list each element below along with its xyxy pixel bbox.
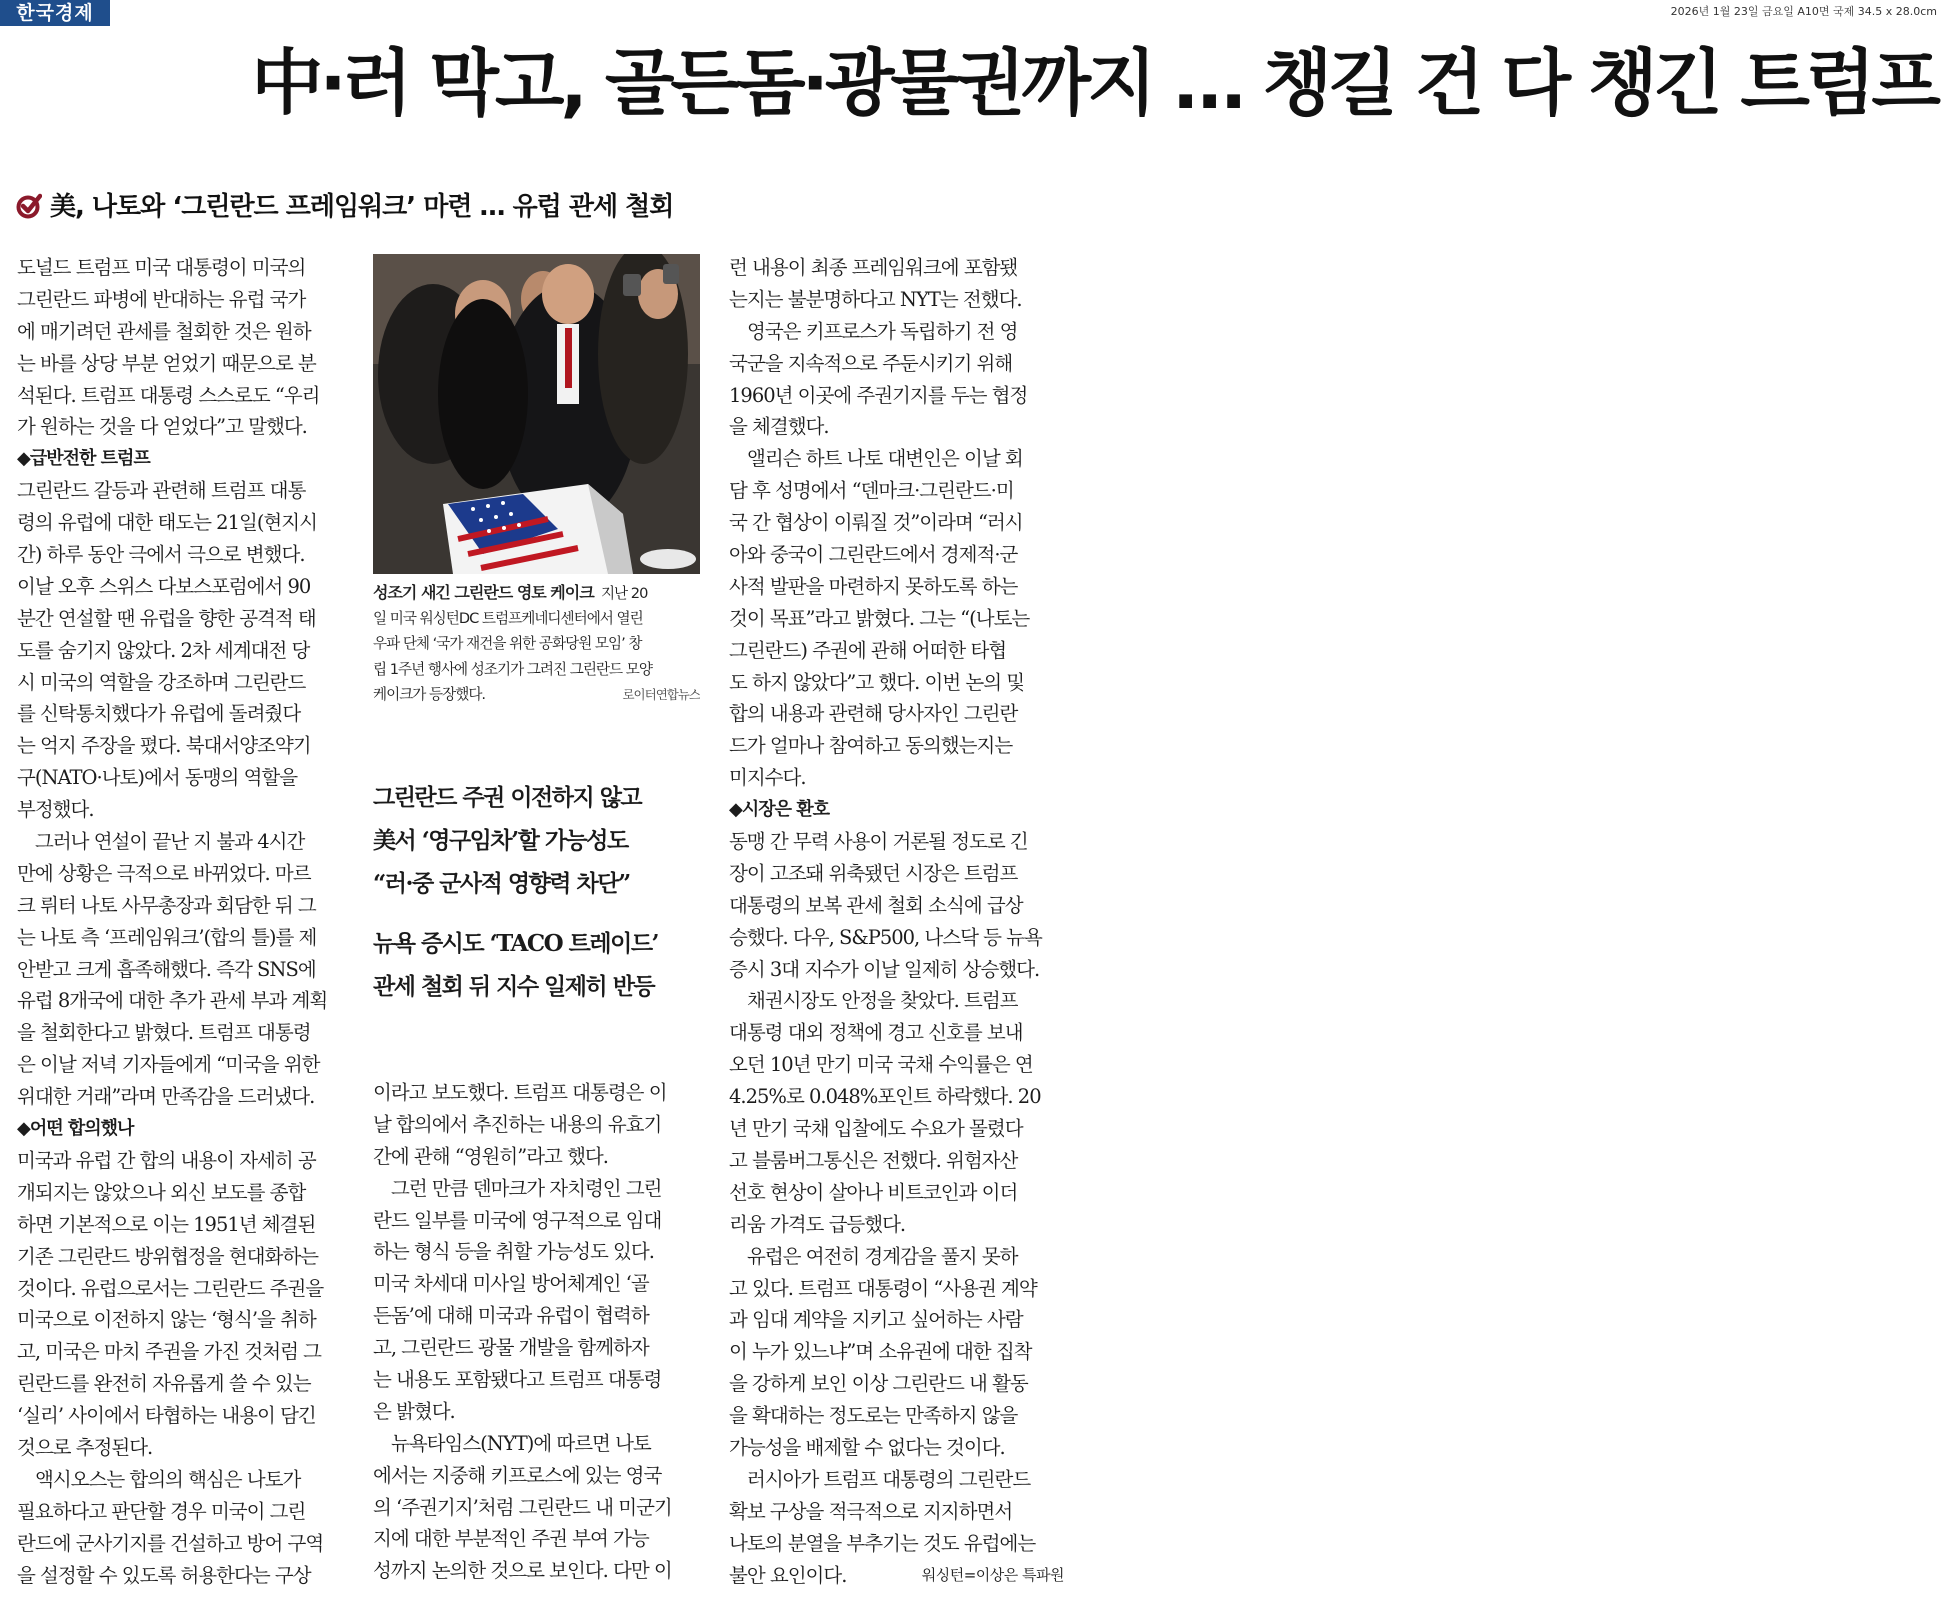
article-text-line: 것으로 추정된다. bbox=[17, 1435, 153, 1459]
article-text-line: 하는 형식 등을 취할 가능성도 있다. bbox=[373, 1240, 654, 1264]
article-column-2 bbox=[373, 1077, 708, 1587]
article-text-line: 년 만기 국채 입찰에도 수요가 몰렸다 bbox=[729, 1117, 1023, 1141]
article-text-line: 미국 차세대 미사일 방어체계인 ‘골 bbox=[373, 1272, 649, 1296]
article-text-line: 을 설정할 수 있도록 허용한다는 구상 bbox=[17, 1563, 311, 1587]
article-text-line: 은 이날 저녁 기자들에게 “미국을 위한 bbox=[17, 1053, 320, 1077]
article-text-line: 고 블룸버그통신은 전했다. 위험자산 bbox=[729, 1148, 1018, 1172]
article-text-line: 는 억지 주장을 폈다. 북대서양조약기 bbox=[17, 734, 311, 758]
article-text-line: 만에 상황은 극적으로 바뀌었다. 마르 bbox=[17, 861, 311, 885]
article-text-line: 런 내용이 최종 프레임워크에 포함됐 bbox=[729, 256, 1018, 279]
article-text-line: 령의 유럽에 대한 태도는 21일(현지시 bbox=[17, 511, 317, 535]
article-text-line: 위대한 거래”라며 만족감을 드러냈다. bbox=[17, 1085, 315, 1109]
article-text-line: 과 임대 계약을 지키고 싶어하는 사람 bbox=[729, 1308, 1023, 1332]
article-text-line: 란드 일부를 미국에 영구적으로 임대 bbox=[373, 1208, 662, 1232]
article-text-line: 리움 가격도 급등했다. bbox=[729, 1212, 906, 1236]
article-text-line: 부정했다. bbox=[17, 798, 94, 822]
caption-line-0: 지난 20 bbox=[600, 585, 648, 602]
edition-info: 2026년 1월 23일 금요일 A10면 국제 34.5 x 28.0cm bbox=[1670, 5, 1937, 18]
article-text-line: 미지수다. bbox=[729, 766, 806, 790]
article-text-line: 영국은 키프로스가 독립하기 전 영 bbox=[747, 319, 1018, 343]
article-text-line: 도 하지 않았다”고 했다. 이번 논의 및 bbox=[729, 670, 1025, 694]
caption-line-2: 우파 단체 ‘국가 재건을 위한 공화당원 모임’ 창 bbox=[373, 635, 642, 653]
article-text-line: 날 합의에서 추진하는 내용의 유효기 bbox=[373, 1112, 662, 1136]
article-text-line: 승했다. 다우, S&P500, 나스닥 등 뉴욕 bbox=[729, 925, 1042, 949]
pull-quote-1 bbox=[373, 776, 700, 905]
article-text-line: 석된다. 트럼프 대통령 스스로도 “우리 bbox=[17, 383, 320, 407]
article-text-line: 도널드 트럼프 미국 대통령이 미국의 bbox=[17, 256, 306, 279]
article-text-line: 장이 고조돼 위축됐던 시장은 트럼프 bbox=[729, 861, 1018, 885]
article-text-line: 구(NATO·나토)에서 동맹의 역할을 bbox=[17, 766, 298, 790]
article-subheadline bbox=[16, 188, 673, 226]
caption-title: 성조기 새긴 그린란드 영토 케이크 bbox=[373, 583, 594, 602]
caption-line-4: 케이크가 등장했다. bbox=[373, 686, 486, 704]
article-text-line: 에 매기려던 관세를 철회한 것은 원하 bbox=[17, 319, 311, 343]
article-text-line: ◆시장은 환호 bbox=[729, 799, 830, 821]
article-text-line: 기존 그린란드 방위협정을 현대화하는 bbox=[17, 1244, 318, 1268]
article-text-line: 가 원하는 것을 다 얻었다”고 말했다. bbox=[17, 415, 307, 439]
article-text-line: 4.25%로 0.048%포인트 하락했다. 20 bbox=[729, 1085, 1041, 1109]
article-text-line: 1960년 이곳에 주권기지를 두는 협정 bbox=[729, 383, 1028, 407]
article-text-line: 유럽 8개국에 대한 추가 관세 부과 계획 bbox=[17, 989, 328, 1013]
article-text-line: 합의 내용과 관련해 당사자인 그린란 bbox=[729, 702, 1018, 726]
article-text-line: 그린란드 갈등과 관련해 트럼프 대통 bbox=[17, 479, 306, 503]
article-text-line: 뉴욕타임스(NYT)에 따르면 나토 bbox=[391, 1431, 651, 1455]
article-text-line: 그런 만큼 덴마크가 자치령인 그린 bbox=[391, 1176, 662, 1200]
article-text-line: 사적 발판을 마련하지 못하도록 하는 bbox=[729, 574, 1018, 598]
article-text-line: 린란드를 완전히 자유롭게 쓸 수 있는 bbox=[17, 1372, 311, 1396]
article-text-line: 확보 구상을 적극적으로 지지하면서 bbox=[729, 1499, 1013, 1523]
photo-credit: 로이터연합뉴스 bbox=[622, 687, 700, 703]
reporter-byline: 워싱턴=이상은 특파원 bbox=[921, 1565, 1064, 1584]
photo-caption bbox=[373, 580, 700, 708]
article-text-line: 대통령의 보복 관세 철회 소식에 급상 bbox=[729, 893, 1023, 917]
article-text-line: ◆급반전한 트럼프 bbox=[17, 448, 150, 470]
article-text-line: 도를 숨기지 않았다. 2차 세계대전 당 bbox=[17, 638, 310, 662]
article-text-line: 동맹 간 무력 사용이 거론될 정도로 긴 bbox=[729, 830, 1028, 854]
newspaper-masthead: 한국경제 bbox=[0, 0, 110, 26]
subheadline-text: 美, 나토와 ‘그린란드 프레임워크’ 마련 … 유럽 관세 철회 bbox=[50, 192, 674, 222]
article-text-line: 그린란드 파병에 반대하는 유럽 국가 bbox=[17, 287, 306, 311]
pull-quote-line: 뉴욕 증시도 ‘TACO 트레이드’ bbox=[373, 930, 659, 957]
article-text-line: 는 바를 상당 부분 얻었기 때문으로 분 bbox=[17, 351, 316, 375]
article-column-3 bbox=[729, 252, 1064, 1591]
article-text-line: 을 확대하는 정도로는 만족하지 않을 bbox=[729, 1404, 1018, 1428]
article-text-line: 간) 하루 동안 극에서 극으로 변했다. bbox=[17, 543, 305, 567]
article-text-line: 이 누가 있느냐”며 소유권에 대한 집착 bbox=[729, 1340, 1032, 1364]
article-text-line: 을 체결했다. bbox=[729, 415, 829, 439]
article-text-line: 국군을 지속적으로 주둔시키기 위해 bbox=[729, 351, 1013, 375]
article-text-line: 유럽은 여전히 경계감을 풀지 못하 bbox=[747, 1244, 1018, 1268]
article-text-line: 고, 미국은 마치 주권을 가진 것처럼 그 bbox=[17, 1340, 321, 1364]
article-text-line: 고, 그린란드 광물 개발을 함께하자 bbox=[373, 1336, 649, 1360]
article-text-line: 증시 3대 지수가 이날 일제히 상승했다. bbox=[729, 957, 1040, 981]
article-text-line: 국 간 협상이 이뤄질 것”이라며 “러시 bbox=[729, 511, 1023, 535]
article-text-line: 앨리슨 하트 나토 대변인은 이날 회 bbox=[747, 447, 1023, 471]
article-text-line: 시 미국의 역할을 강조하며 그린란드 bbox=[17, 670, 306, 694]
pull-quote-line: 관세 철회 뒤 지수 일제히 반등 bbox=[373, 973, 655, 1000]
article-text-line: 오던 10년 만기 미국 국채 수익률은 연 bbox=[729, 1053, 1033, 1077]
caption-line-1: 일 미국 워싱턴DC 트럼프케네디센터에서 열린 bbox=[373, 609, 643, 627]
pull-quote-line: 美서 ‘영구임차’할 가능성도 bbox=[373, 827, 628, 854]
article-text-line: 는 나토 측 ‘프레임워크’(합의 틀)를 제 bbox=[17, 925, 317, 949]
article-text-line: 담 후 성명에서 “덴마크·그린란드·미 bbox=[729, 479, 1014, 503]
article-text-line: 분간 연설할 땐 유럽을 향한 공격적 태 bbox=[17, 606, 316, 630]
article-text-line: 채권시장도 안정을 찾았다. 트럼프 bbox=[747, 989, 1018, 1013]
pull-quote-line: “러·중 군사적 영향력 차단” bbox=[373, 870, 630, 897]
article-text-line: 을 철회한다고 밝혔다. 트럼프 대통령 bbox=[17, 1021, 311, 1045]
article-text-line: 가능성을 배제할 수 없다는 것이다. bbox=[729, 1435, 1005, 1459]
article-text-line: 을 강하게 보인 이상 그린란드 내 활동 bbox=[729, 1372, 1028, 1396]
caption-line-3: 립 1주년 행사에 성조기가 그려진 그린란드 모양 bbox=[373, 660, 652, 678]
pull-quote-2 bbox=[373, 922, 700, 1008]
article-text-line: 미국으로 이전하지 않는 ‘형식’을 취하 bbox=[17, 1308, 316, 1332]
article-text-line: 고 있다. 트럼프 대통령이 “사용권 계약 bbox=[729, 1276, 1037, 1300]
article-text-line: 드가 얼마나 참여하고 동의했는지는 bbox=[729, 734, 1013, 758]
article-text-line: 하면 기본적으로 이는 1951년 체결된 bbox=[17, 1212, 316, 1236]
article-text-line: 는 내용도 포함됐다고 트럼프 대통령 bbox=[373, 1368, 662, 1392]
article-text-line: 이날 오후 스위스 다보스포럼에서 90 bbox=[17, 574, 311, 598]
article-text-line: 것이 목표”라고 밝혔다. 그는 “(나토는 bbox=[729, 606, 1030, 630]
article-text-line: 그러나 연설이 끝난 지 불과 4시간 bbox=[35, 830, 305, 854]
article-text-line: 개되지는 않았으나 외신 보도를 종합 bbox=[17, 1180, 306, 1204]
article-text-line: 그린란드) 주권에 관해 어떠한 타협 bbox=[729, 638, 1007, 662]
article-text-line: 성까지 논의한 것으로 보인다. 다만 이 bbox=[373, 1559, 672, 1583]
article-text-line: 미국과 유럽 간 합의 내용이 자세히 공 bbox=[17, 1148, 316, 1172]
article-text-line: 에서는 지중해 키프로스에 있는 영국 bbox=[373, 1463, 662, 1487]
article-column-1 bbox=[17, 252, 352, 1591]
article-text-line: 것이다. 유럽으로서는 그린란드 주권을 bbox=[17, 1276, 324, 1300]
article-text-line: 는지는 불분명하다고 NYT는 전했다. bbox=[729, 287, 1022, 311]
article-text-line: 를 신탁통치했다가 유럽에 돌려줬다 bbox=[17, 702, 301, 726]
pull-quote-line: 그린란드 주권 이전하지 않고 bbox=[373, 784, 642, 811]
article-text-line: ◆어떤 합의했나 bbox=[17, 1118, 134, 1140]
article-text-line: 대통령 대외 정책에 경고 신호를 보내 bbox=[729, 1021, 1023, 1045]
article-text-line: 필요하다고 판단할 경우 미국이 그린 bbox=[17, 1499, 306, 1523]
article-text-line: 러시아가 트럼프 대통령의 그린란드 bbox=[747, 1467, 1031, 1491]
article-text-line: 이라고 보도했다. 트럼프 대통령은 이 bbox=[373, 1081, 667, 1104]
news-photo bbox=[373, 254, 700, 574]
article-text-line: 아와 중국이 그린란드에서 경제적·군 bbox=[729, 543, 1018, 567]
article-text-line: 나토의 분열을 부추기는 것도 유럽에는 bbox=[729, 1531, 1036, 1555]
article-headline: 中·러 막고, 골든돔·광물권까지 … 챙길 건 다 챙긴 트럼프 bbox=[251, 41, 1937, 125]
article-text-line: 간에 관해 “영원히”라고 했다. bbox=[373, 1144, 608, 1168]
article-text-line: 의 ‘주권기지’처럼 그린란드 내 미군기 bbox=[373, 1495, 672, 1519]
article-text-line: 든돔’에 대해 미국과 유럽이 협력하 bbox=[373, 1304, 649, 1328]
article-text-line: ‘실리’ 사이에서 타협하는 내용이 담긴 bbox=[17, 1404, 316, 1428]
article-text-line: 크 뤼터 나토 사무총장과 회담한 뒤 그 bbox=[17, 893, 316, 917]
article-text-line: 은 밝혔다. bbox=[373, 1399, 455, 1423]
article-text-line: 란드에 군사기지를 건설하고 방어 구역 bbox=[17, 1531, 324, 1555]
article-text-line: 선호 현상이 살아나 비트코인과 이더 bbox=[729, 1180, 1018, 1204]
photo-cake-scene bbox=[373, 254, 700, 574]
article-text-line: 안받고 크게 흡족해했다. 즉각 SNS에 bbox=[17, 957, 316, 981]
article-text-line: 지에 대한 부분적인 주권 부여 가능 bbox=[373, 1527, 649, 1551]
checkmark-circle-icon bbox=[16, 193, 42, 219]
article-text-line: 불안 요인이다. 워싱턴=이상은 특파원 bbox=[729, 1560, 1064, 1592]
article-text-line: 액시오스는 합의의 핵심은 나토가 bbox=[35, 1467, 301, 1491]
